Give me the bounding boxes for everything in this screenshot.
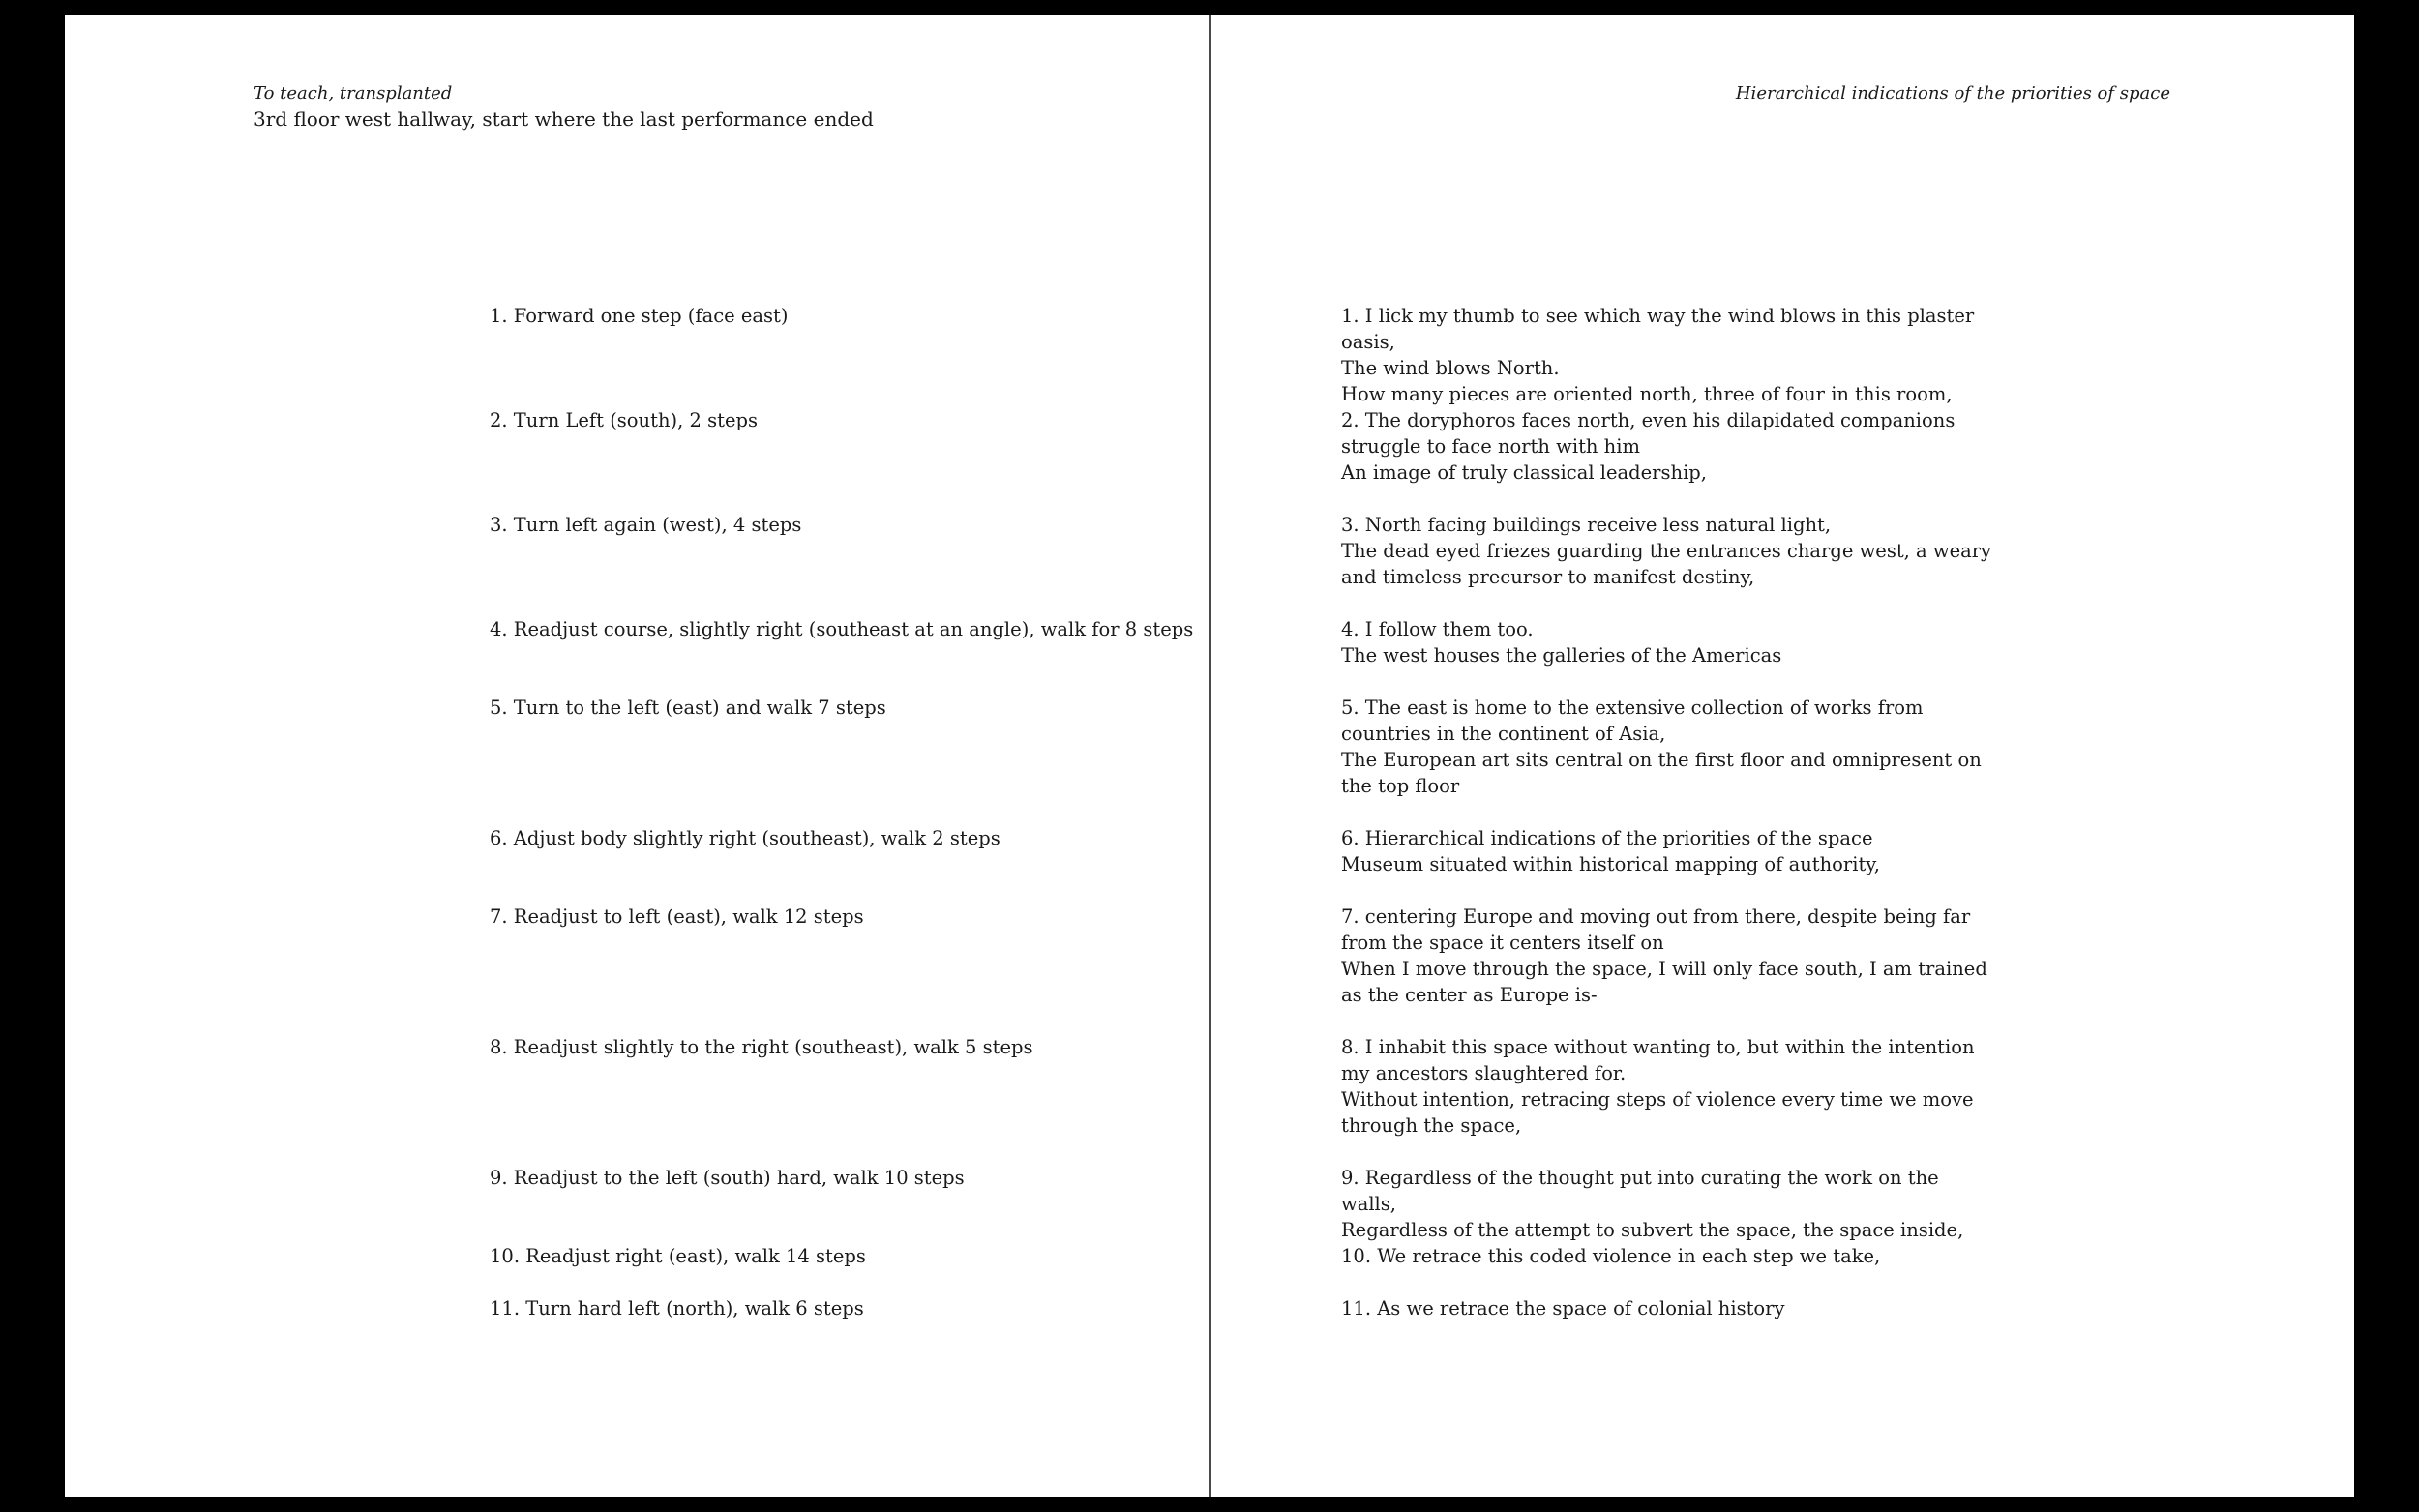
stanza-line: 10. We retrace this coded violence in each step we take, xyxy=(1341,1245,1881,1267)
step-item: 5. Turn to the left (east) and walk 7 steps xyxy=(490,697,886,719)
right-page-title: Hierarchical indications of the priorities of space xyxy=(1735,83,2170,104)
left-page-subtitle: 3rd floor west hallway, start where the last performance ended xyxy=(254,107,874,131)
stanza-line: The wind blows North. xyxy=(1341,357,1560,379)
step-item: 6. Adjust body slightly right (southeast), walk 2 steps xyxy=(490,827,1000,849)
stanza-line: Museum situated within historical mapping of authority, xyxy=(1341,853,1880,875)
stanza-item xyxy=(1341,512,1999,590)
stanza-line: 1. I lick my thumb to see which way the wind blows in this plaster oasis, xyxy=(1341,305,1975,353)
stanza-line: An image of truly classical leadership, xyxy=(1341,461,1707,484)
step-item: 10. Readjust right (east), walk 14 steps xyxy=(490,1245,866,1267)
left-page-title: To teach, transplanted xyxy=(254,83,453,104)
stanza-line: 7. centering Europe and moving out from there, despite being far from the space it centers itself on xyxy=(1341,905,1971,954)
stanza-item xyxy=(1341,303,1999,407)
left-page xyxy=(65,15,1210,1497)
stanza-line: 11. As we retrace the space of colonial history xyxy=(1341,1297,1785,1319)
stanza-item xyxy=(1341,695,1999,799)
step-item: 1. Forward one step (face east) xyxy=(490,305,789,327)
stanza-item xyxy=(1341,1243,1999,1269)
stanza-line: Without intention, retracing steps of violence every time we move through the space, xyxy=(1341,1088,1974,1137)
stanza-line: 9. Regardless of the thought put into curating the work on the walls, xyxy=(1341,1167,1939,1215)
stanza-item xyxy=(1341,825,1999,877)
step-item: 9. Readjust to the left (south) hard, walk 10 steps xyxy=(490,1167,965,1189)
stanza-line: 8. I inhabit this space without wanting to, but within the intention my ancestors slaughtered for. xyxy=(1341,1036,1975,1084)
stanza-line: Regardless of the attempt to subvert the space, the space inside, xyxy=(1341,1219,1964,1241)
stanza-line: 5. The east is home to the extensive collection of works from countries in the continent of Asia, xyxy=(1341,697,1924,745)
stanza-line: 6. Hierarchical indications of the priorities of the space xyxy=(1341,827,1873,849)
book-spread xyxy=(65,15,2354,1497)
step-item: 11. Turn hard left (north), walk 6 steps xyxy=(490,1297,864,1319)
stanza-line: 2. The doryphoros faces north, even his dilapidated companions struggle to face north with him xyxy=(1341,409,1956,458)
stanza-item xyxy=(1341,1165,1999,1243)
step-item: 7. Readjust to left (east), walk 12 steps xyxy=(490,905,864,928)
stanza-item xyxy=(1341,1295,1999,1321)
step-item: 8. Readjust slightly to the right (southeast), walk 5 steps xyxy=(490,1036,1033,1058)
stanza-line: 3. North facing buildings receive less natural light, xyxy=(1341,514,1832,536)
right-page xyxy=(1211,15,2354,1497)
stanza-item xyxy=(1341,1034,1999,1139)
stanza-item xyxy=(1341,616,1999,668)
stanza-line: When I move through the space, I will only face south, I am trained as the center as Europe is- xyxy=(1341,958,1987,1006)
step-item: 2. Turn Left (south), 2 steps xyxy=(490,409,758,431)
stanza-line: How many pieces are oriented north, three of four in this room, xyxy=(1341,383,1953,405)
stanza-item xyxy=(1341,407,1999,486)
stanza-item xyxy=(1341,904,1999,1008)
stanza-line: 4. I follow them too. xyxy=(1341,618,1534,640)
stanza-line: The European art sits central on the first floor and omnipresent on the top floor xyxy=(1341,749,1982,797)
stanza-line: The dead eyed friezes guarding the entrances charge west, a weary and timeless precursor to manifest destiny, xyxy=(1341,540,1992,588)
step-item: 4. Readjust course, slightly right (southeast at an angle), walk for 8 steps xyxy=(490,618,1194,640)
step-item: 3. Turn left again (west), 4 steps xyxy=(490,514,802,536)
stanza-line: The west houses the galleries of the Americas xyxy=(1341,644,1782,667)
